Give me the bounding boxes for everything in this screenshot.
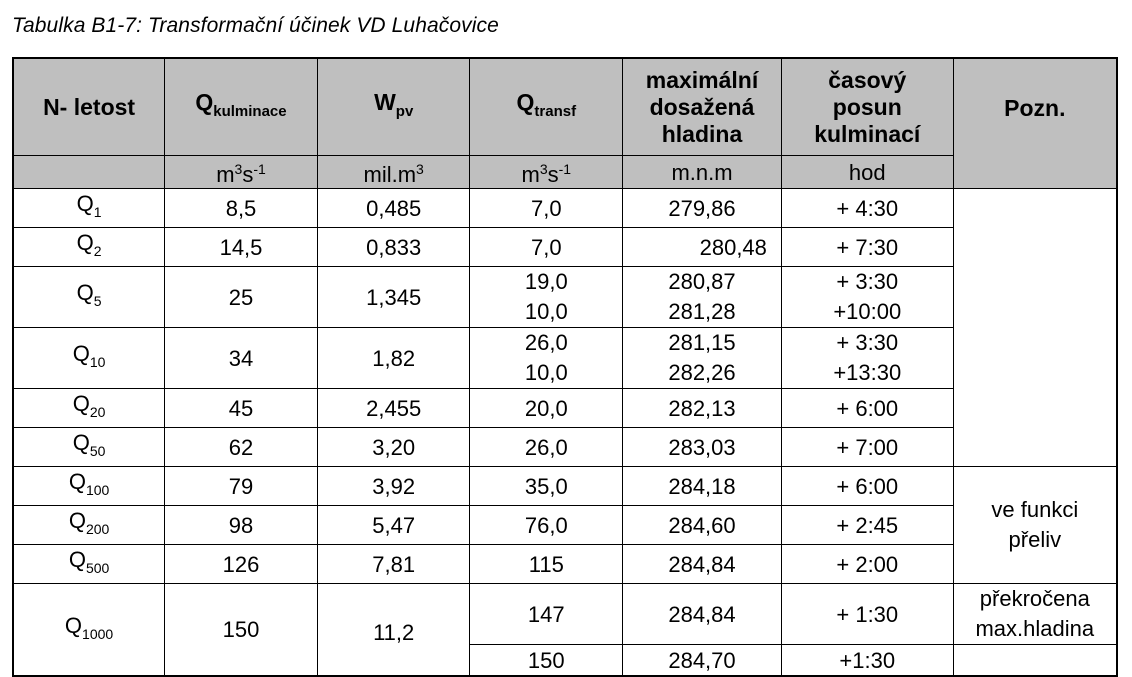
cell-h: 283,03: [623, 428, 782, 467]
table-row: [13, 467, 1117, 506]
cell-qk: 79: [165, 467, 318, 506]
cell-n-main: Q: [72, 391, 90, 416]
cell-n-sub: 20: [89, 404, 106, 420]
cell-w: 7,81: [317, 545, 470, 584]
header-time-shift-l3: kulminací: [814, 120, 921, 147]
cell-h-1: 281,15: [668, 330, 736, 355]
header-max-level-l3: hladina: [661, 120, 743, 147]
cell-h: 279,86: [623, 189, 782, 228]
header-n-letost: N- letost: [13, 58, 165, 156]
cell-h: 284,70: [623, 645, 782, 677]
note-exceeded-l2: max.hladina: [975, 616, 1095, 641]
header-w-pv: [317, 58, 470, 156]
cell-n-sub: 50: [89, 443, 106, 459]
cell-qt: [470, 267, 623, 328]
note-spillway-l2: přeliv: [1008, 527, 1062, 552]
cell-h: 284,18: [623, 467, 782, 506]
units-w-base: mil.m: [363, 162, 417, 187]
units-qt-s: s: [547, 162, 559, 187]
cell-t: + 6:00: [781, 389, 953, 428]
cell-n-sub: 100: [85, 482, 110, 498]
cell-n-sub: 200: [85, 521, 110, 537]
cell-qt: 115: [470, 545, 623, 584]
units-qt-sup: 3: [539, 161, 548, 177]
cell-qk: 126: [165, 545, 318, 584]
cell-qt: 7,0: [470, 189, 623, 228]
cell-w: 2,455: [317, 389, 470, 428]
cell-n: [13, 267, 165, 328]
table-row: [13, 584, 1117, 645]
units-q-base: m: [216, 162, 235, 187]
cell-qt-2: 10,0: [524, 299, 568, 324]
units-q-sup: 3: [234, 161, 243, 177]
cell-qt: 76,0: [470, 506, 623, 545]
cell-h: [623, 267, 782, 328]
cell-n-main: Q: [72, 341, 90, 366]
table-row: [13, 506, 1117, 545]
cell-w: 1,82: [317, 328, 470, 389]
cell-qt: 26,0: [470, 428, 623, 467]
cell-w: 1,345: [317, 267, 470, 328]
header-row: [13, 58, 1117, 156]
cell-t-1: + 3:30: [836, 330, 899, 355]
cell-h: 284,60: [623, 506, 782, 545]
cell-n-sub: 10: [89, 354, 106, 370]
cell-h: 284,84: [623, 584, 782, 645]
header-q-transf-sub: transf: [534, 103, 577, 120]
cell-n: [13, 428, 165, 467]
cell-qk: 150: [165, 584, 318, 677]
header-time-shift: [781, 58, 953, 156]
units-qt: [470, 156, 623, 189]
units-row: [13, 156, 1117, 189]
header-q-kulminace-main: Q: [195, 89, 214, 115]
header-q-kulminace: [165, 58, 318, 156]
cell-n: [13, 545, 165, 584]
cell-qt: 35,0: [470, 467, 623, 506]
cell-qt: 20,0: [470, 389, 623, 428]
header-time-shift-l2: posun: [832, 93, 902, 120]
cell-w: 11,2: [317, 584, 470, 677]
cell-n-main: Q: [76, 191, 94, 216]
header-max-level-l1: maximální: [645, 66, 759, 93]
header-pozn: Pozn.: [953, 58, 1117, 189]
cell-t-2: +13:30: [833, 360, 902, 385]
units-qt-sup2: -1: [558, 161, 572, 177]
cell-t: + 7:00: [781, 428, 953, 467]
cell-n: [13, 467, 165, 506]
cell-qt-2: 10,0: [524, 360, 568, 385]
units-q: [165, 156, 318, 189]
header-time-shift-l1: časový: [828, 66, 907, 93]
table-row: [13, 267, 1117, 328]
cell-note-empty: [953, 189, 1117, 467]
header-w-pv-main: W: [374, 89, 396, 115]
note-exceeded-l1: překročena: [979, 586, 1090, 611]
units-q-sup2: -1: [253, 161, 266, 177]
cell-qt-1: 19,0: [524, 269, 568, 294]
header-max-level-l2: dosažená: [649, 93, 755, 120]
cell-qt: [470, 328, 623, 389]
cell-w: 3,20: [317, 428, 470, 467]
cell-qk: 98: [165, 506, 318, 545]
cell-note-spillway: [953, 467, 1117, 584]
cell-t-2: +10:00: [833, 299, 902, 324]
cell-qt: 7,0: [470, 228, 623, 267]
note-spillway-l1: ve funkci: [991, 497, 1079, 522]
header-q-kulminace-sub: kulminace: [213, 103, 287, 120]
cell-t: + 4:30: [781, 189, 953, 228]
header-q-transf-main: Q: [516, 89, 535, 115]
header-q-transf: [470, 58, 623, 156]
units-w-sup: 3: [416, 161, 424, 177]
cell-qt: 150: [470, 645, 623, 677]
cell-t: + 2:45: [781, 506, 953, 545]
cell-n-main: Q: [68, 508, 86, 533]
table-row: [13, 389, 1117, 428]
cell-n-main: Q: [76, 230, 94, 255]
units-empty: [13, 156, 165, 189]
cell-h-2: 282,26: [668, 360, 736, 385]
cell-t: [781, 267, 953, 328]
cell-t: [781, 328, 953, 389]
cell-w: 0,833: [317, 228, 470, 267]
cell-n: [13, 228, 165, 267]
cell-t: + 2:00: [781, 545, 953, 584]
header-max-level: [623, 58, 782, 156]
cell-qk: 8,5: [165, 189, 318, 228]
table-row: [13, 228, 1117, 267]
cell-w: 5,47: [317, 506, 470, 545]
cell-w: 0,485: [317, 189, 470, 228]
cell-n-sub: 1000: [82, 625, 114, 642]
table-row: [13, 189, 1117, 228]
table-row: [13, 545, 1117, 584]
cell-n-sub: 5: [93, 293, 102, 309]
table-row: [13, 428, 1117, 467]
cell-n: [13, 506, 165, 545]
cell-n-main: Q: [76, 280, 94, 305]
cell-qk: 45: [165, 389, 318, 428]
cell-n-main: Q: [72, 430, 90, 455]
cell-note-empty: [953, 645, 1117, 677]
cell-h-2: 281,28: [668, 299, 736, 324]
cell-h-1: 280,87: [668, 269, 736, 294]
transformation-table: [12, 57, 1118, 677]
cell-n: [13, 328, 165, 389]
cell-t: + 7:30: [781, 228, 953, 267]
units-level: m.n.m: [623, 156, 782, 189]
cell-t: + 6:00: [781, 467, 953, 506]
cell-n: [13, 189, 165, 228]
cell-qk: 25: [165, 267, 318, 328]
cell-h: 282,13: [623, 389, 782, 428]
units-w: [317, 156, 470, 189]
cell-n-sub: 500: [85, 560, 110, 576]
header-w-pv-sub: pv: [395, 103, 414, 120]
cell-qk: 14,5: [165, 228, 318, 267]
cell-qt: 147: [470, 584, 623, 645]
cell-note-exceeded: [953, 584, 1117, 645]
cell-n: [13, 389, 165, 428]
units-shift: hod: [781, 156, 953, 189]
cell-n-main: Q: [68, 547, 86, 572]
cell-h: 280,48: [623, 228, 782, 267]
cell-qk: 62: [165, 428, 318, 467]
cell-n-main: Q: [68, 469, 86, 494]
table-caption: Tabulka B1-7: Transformační účinek VD Luhačovice: [12, 14, 499, 37]
cell-qt-1: 26,0: [524, 330, 568, 355]
cell-t: +1:30: [781, 645, 953, 677]
cell-t: + 1:30: [781, 584, 953, 645]
cell-qk: 34: [165, 328, 318, 389]
cell-h: [623, 328, 782, 389]
units-q-s: s: [242, 162, 254, 187]
table-row: [13, 328, 1117, 389]
cell-n-main: Q: [64, 612, 83, 638]
cell-h: 284,84: [623, 545, 782, 584]
cell-n-sub: 1: [93, 204, 102, 220]
cell-n: [13, 584, 165, 677]
cell-n-sub: 2: [93, 243, 102, 259]
units-qt-base: m: [521, 162, 540, 187]
cell-w: 3,92: [317, 467, 470, 506]
cell-t-1: + 3:30: [836, 269, 899, 294]
